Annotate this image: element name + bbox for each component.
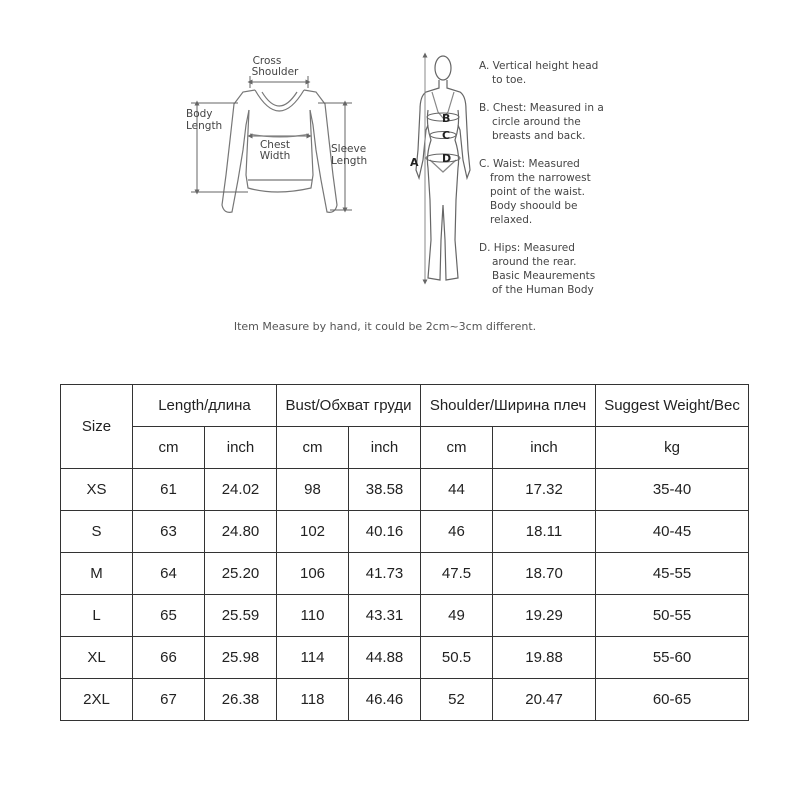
unit-header: inch <box>493 427 596 469</box>
table-cell: 65 <box>133 595 205 637</box>
table-cell: 49 <box>421 595 493 637</box>
table-cell: 41.73 <box>349 553 421 595</box>
table-cell: 52 <box>421 679 493 721</box>
table-cell: 43.31 <box>349 595 421 637</box>
weight-header: Suggest Weight/Вес <box>596 385 749 427</box>
table-cell: 118 <box>277 679 349 721</box>
table-units-row <box>61 427 749 469</box>
measurement-note: Item Measure by hand, it could be 2cm~3cm different. <box>233 320 537 333</box>
cross-shoulder-label-2: Shoulder <box>251 66 299 78</box>
table-cell: 46 <box>421 511 493 553</box>
table-cell: 25.98 <box>205 637 277 679</box>
legend-b-line-1: B. Chest: Measured in a <box>479 102 604 114</box>
cross-shoulder-label-1: Cross <box>252 55 282 67</box>
unit-header: cm <box>421 427 493 469</box>
table-row <box>61 469 749 511</box>
table-cell: 50.5 <box>421 637 493 679</box>
table-cell: 38.58 <box>349 469 421 511</box>
table-cell: 40.16 <box>349 511 421 553</box>
legend-c-line-2: from the narrowest <box>490 172 591 184</box>
table-cell: 98 <box>277 469 349 511</box>
table-cell: 20.47 <box>493 679 596 721</box>
letter-b: B <box>442 112 451 125</box>
table-cell: 66 <box>133 637 205 679</box>
table-cell: 63 <box>133 511 205 553</box>
measurement-diagram <box>0 0 800 345</box>
table-cell: 102 <box>277 511 349 553</box>
table-cell: 19.29 <box>493 595 596 637</box>
table-cell: 26.38 <box>205 679 277 721</box>
unit-header: cm <box>133 427 205 469</box>
shoulder-header: Shoulder/Ширина плеч <box>421 385 596 427</box>
legend-a-line-1: A. Vertical height head <box>479 60 599 72</box>
table-row <box>61 637 749 679</box>
chest-width-label-1: Chest <box>259 139 291 151</box>
legend-c-line-5: relaxed. <box>490 214 533 226</box>
table-row <box>61 595 749 637</box>
table-cell: 18.70 <box>493 553 596 595</box>
bust-header: Bust/Обхват груди <box>277 385 421 427</box>
table-cell: 46.46 <box>349 679 421 721</box>
table-cell: 55-60 <box>596 637 749 679</box>
table-cell: 64 <box>133 553 205 595</box>
legend-d-line-3: Basic Meaurements <box>492 270 596 282</box>
measurement-legend <box>479 60 604 296</box>
table-cell: 18.11 <box>493 511 596 553</box>
table-cell: 114 <box>277 637 349 679</box>
legend-c-line-1: C. Waist: Measured <box>479 158 580 170</box>
size-cell: XL <box>61 637 133 679</box>
table-cell: 35-40 <box>596 469 749 511</box>
table-header-row <box>61 385 749 427</box>
body-length-label-2: Length <box>186 120 223 132</box>
table-cell: 50-55 <box>596 595 749 637</box>
sleeve-length-label-1: Sleeve <box>331 143 367 155</box>
table-cell: 67 <box>133 679 205 721</box>
legend-d-line-1: D. Hips: Measured <box>479 242 575 254</box>
table-cell: 17.32 <box>493 469 596 511</box>
body-figure <box>416 56 470 280</box>
table-cell: 106 <box>277 553 349 595</box>
letter-d: D <box>442 152 452 165</box>
size-cell: M <box>61 553 133 595</box>
size-cell: XS <box>61 469 133 511</box>
table-cell: 24.80 <box>205 511 277 553</box>
table-cell: 61 <box>133 469 205 511</box>
size-cell: S <box>61 511 133 553</box>
legend-d-line-4: of the Human Body <box>492 284 594 296</box>
size-cell: 2XL <box>61 679 133 721</box>
letter-c: C <box>442 129 451 142</box>
letter-a: A <box>410 156 419 169</box>
table-cell: 110 <box>277 595 349 637</box>
legend-c-line-4: Body shoould be <box>490 200 578 212</box>
length-header: Length/длина <box>133 385 277 427</box>
unit-header: cm <box>277 427 349 469</box>
table-cell: 60-65 <box>596 679 749 721</box>
table-row <box>61 553 749 595</box>
size-cell: L <box>61 595 133 637</box>
body-length-label-1: Body <box>186 108 213 120</box>
legend-b-line-3: breasts and back. <box>492 130 586 142</box>
table-cell: 24.02 <box>205 469 277 511</box>
unit-header: kg <box>596 427 749 469</box>
unit-header: inch <box>349 427 421 469</box>
table-cell: 25.20 <box>205 553 277 595</box>
table-cell: 45-55 <box>596 553 749 595</box>
table-row <box>61 679 749 721</box>
legend-c-line-3: point of the waist. <box>490 186 586 198</box>
table-cell: 47.5 <box>421 553 493 595</box>
legend-d-line-2: around the rear. <box>492 256 577 268</box>
size-header: Size <box>61 385 133 469</box>
table-cell: 19.88 <box>493 637 596 679</box>
sleeve-length-label-2: Length <box>331 155 368 167</box>
table-cell: 44 <box>421 469 493 511</box>
table-cell: 25.59 <box>205 595 277 637</box>
chest-width-label-2: Width <box>259 150 291 162</box>
unit-header: inch <box>205 427 277 469</box>
table-row <box>61 511 749 553</box>
legend-b-line-2: circle around the <box>492 116 581 128</box>
size-chart-table <box>60 384 749 721</box>
table-cell: 44.88 <box>349 637 421 679</box>
table-cell: 40-45 <box>596 511 749 553</box>
legend-a-line-2: to toe. <box>492 74 527 86</box>
